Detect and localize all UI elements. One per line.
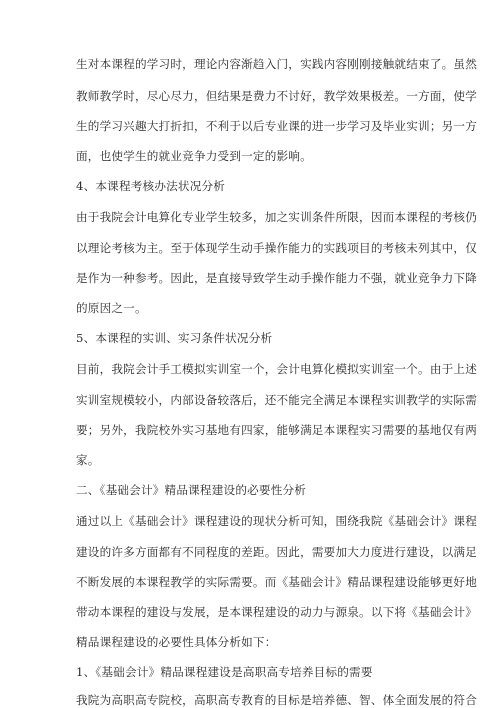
paragraph-line: 教师教学时，尽心尽力，但结果是费力不讨好，教学效果极差。一方面，使学 — [76, 89, 477, 103]
paragraph-line: 建设的许多方面都有不同程度的差距。因此，需要加大力度进行建设，以满足 — [76, 545, 477, 559]
section-heading: 1、《基础会计》精品课程建设是高职高专培养目标的需要 — [76, 665, 373, 679]
paragraph-line: 精品课程建设的必要性具体分析如下： — [76, 635, 277, 649]
paragraph-line: 实训室规模较小，内部设备较落后，还不能完全满足本课程实训教学的实际需 — [76, 393, 477, 407]
paragraph-line: 通过以上《基础会计》课程建设的现状分析可知，围绕我院《基础会计》课程 — [76, 514, 477, 528]
paragraph-line: 由于我院会计电算化专业学生较多，加之实训条件所限，因而本课程的考核仍 — [76, 210, 477, 224]
paragraph-line: 带动本课程的建设与发展，是本课程建设的动力与源泉。以下将《基础会计》 — [76, 605, 477, 619]
paragraph-line: 家。 — [76, 453, 100, 467]
section-heading: 二、《基础会计》精品课程建设的必要性分析 — [76, 483, 307, 497]
paragraph-line: 以理论考核为主。至于体现学生动手操作能力的实践项目的考核未列其中，仅 — [76, 241, 477, 255]
section-heading: 4、本课程考核办法状况分析 — [76, 179, 226, 193]
paragraph-line: 生的学习兴趣大打折扣，不利于以后专业课的进一步学习及毕业实训；另一方 — [76, 119, 477, 133]
paragraph-line: 我院为高职高专院校，高职高专教育的目标是培养德、智、体全面发展的符合 — [76, 693, 477, 707]
paragraph-line: 目前，我院会计手工模拟实训室一个，会计电算化模拟实训室一个。由于上述 — [76, 362, 477, 376]
paragraph-line: 面，也使学生的就业竞争力受到一定的影响。 — [76, 149, 312, 163]
paragraph-line: 要；另外，我院校外实习基地有四家，能够满足本课程实习需要的基地仅有两 — [76, 423, 477, 437]
paragraph-line: 生对本课程的学习时，理论内容渐趋入门，实践内容刚刚接触就结束了。虽然 — [76, 57, 477, 71]
section-heading: 5、本课程的实训、实习条件状况分析 — [76, 331, 273, 345]
paragraph-line: 是作为一种参考。因此，是直接导致学生动手操作能力不强，就业竞争力下降 — [76, 271, 477, 285]
paragraph-line: 不断发展的本课程教学的实际需要。而《基础会计》精品课程建设能够更好地 — [76, 575, 477, 589]
paragraph-line: 的原因之一。 — [76, 301, 147, 315]
